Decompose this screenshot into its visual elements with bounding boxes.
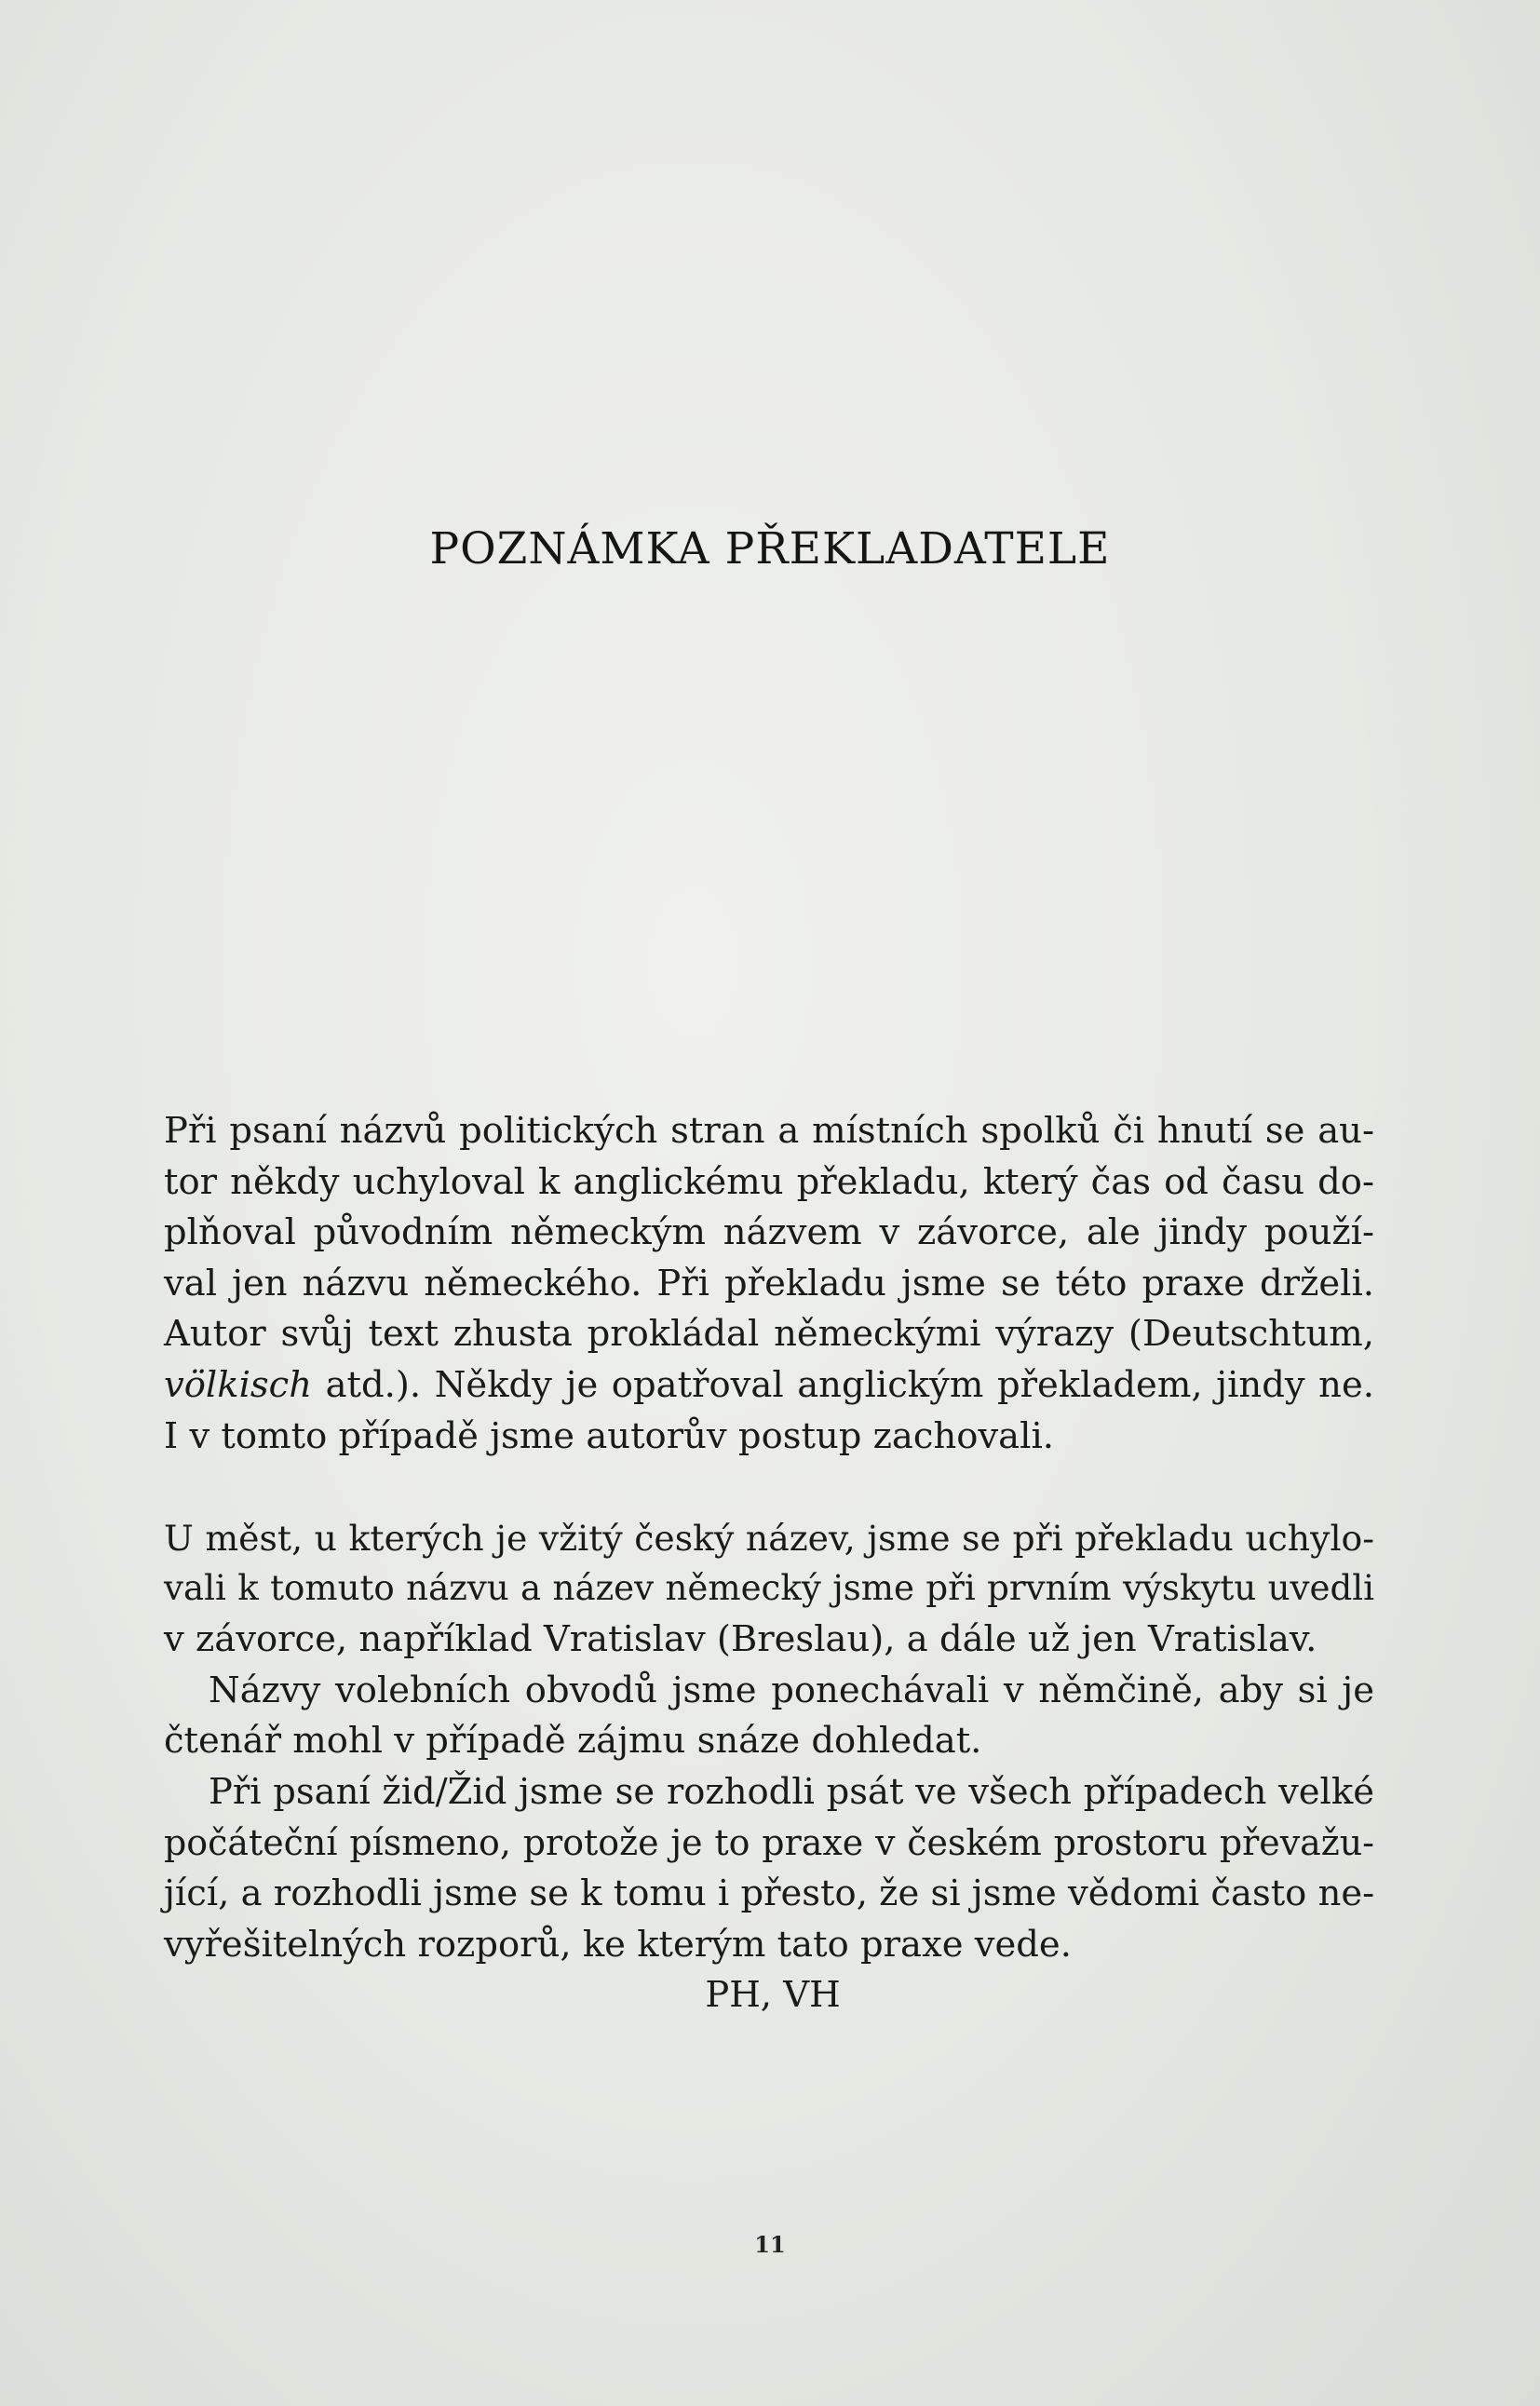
- paragraph-1-line-3: plňoval původním německým názvem v závorce, ale jindy použí-: [164, 1211, 1374, 1254]
- page-number: 11: [754, 2231, 786, 2258]
- paragraph-1-line-6: [164, 1360, 1374, 1412]
- paragraph-4-line-2: počáteční písmeno, protože je to praxe v českém prostoru převažu-: [164, 1822, 1374, 1864]
- paragraph-4-line-4: vyřešitelných rozporů, ke kterým tato praxe vede.: [164, 1923, 1072, 1966]
- paragraph-2-line-2: vali k tomuto názvu a název německý jsme při prvním výskytu uvedli: [164, 1568, 1374, 1609]
- paragraph-1-line-1: Při psaní názvů politických stran a místních spolků či hnutí se au-: [164, 1110, 1374, 1152]
- paragraph-4-line-3: jící, a rozhodli jsme se k tomu i přesto, že si jsme vědomi často ne-: [164, 1872, 1375, 1914]
- body-text: [164, 1106, 1374, 2021]
- paragraph-1-line-5: Autor svůj text zhusta prokládal německými výrazy (Deutschtum,: [164, 1313, 1374, 1356]
- paragraph-2-line-3: v závorce, například Vratislav (Breslau), a dále už jen Vratislav.: [164, 1617, 1317, 1660]
- translator-signature: PH, VH: [705, 1974, 841, 2017]
- paragraph-1-line-6-rest: atd.). Někdy je opatřoval anglickým překladem, jindy ne.: [312, 1363, 1374, 1406]
- paragraph-3-line-1: Názvy volebních obvodů jsme ponechávali v němčině, aby si je: [209, 1669, 1374, 1711]
- paragraph-1-line-4: val jen názvu německého. Při překladu jsme se této praxe drželi.: [164, 1262, 1374, 1304]
- paragraph-2-line-1: U měst, u kterých je vžitý český název, jsme se při překladu uchylo-: [164, 1517, 1374, 1559]
- paragraph-3-line-2: čtenář mohl v případě zájmu snáze dohledat.: [164, 1720, 982, 1763]
- page-title: POZNÁMKA PŘEKLADATELE: [429, 523, 1111, 574]
- paragraph-gap: [164, 1462, 1374, 1513]
- paragraph-4-line-1: Při psaní žid/Žid jsme se rozhodli psát ve všech případech velké: [209, 1770, 1374, 1813]
- italic-term: völkisch: [164, 1363, 313, 1406]
- paragraph-1-line-7: I v tomto případě jsme autorův postup zachovali.: [164, 1414, 1054, 1457]
- paragraph-1-line-2: tor někdy uchyloval k anglickému překladu, který čas od času do-: [164, 1160, 1374, 1203]
